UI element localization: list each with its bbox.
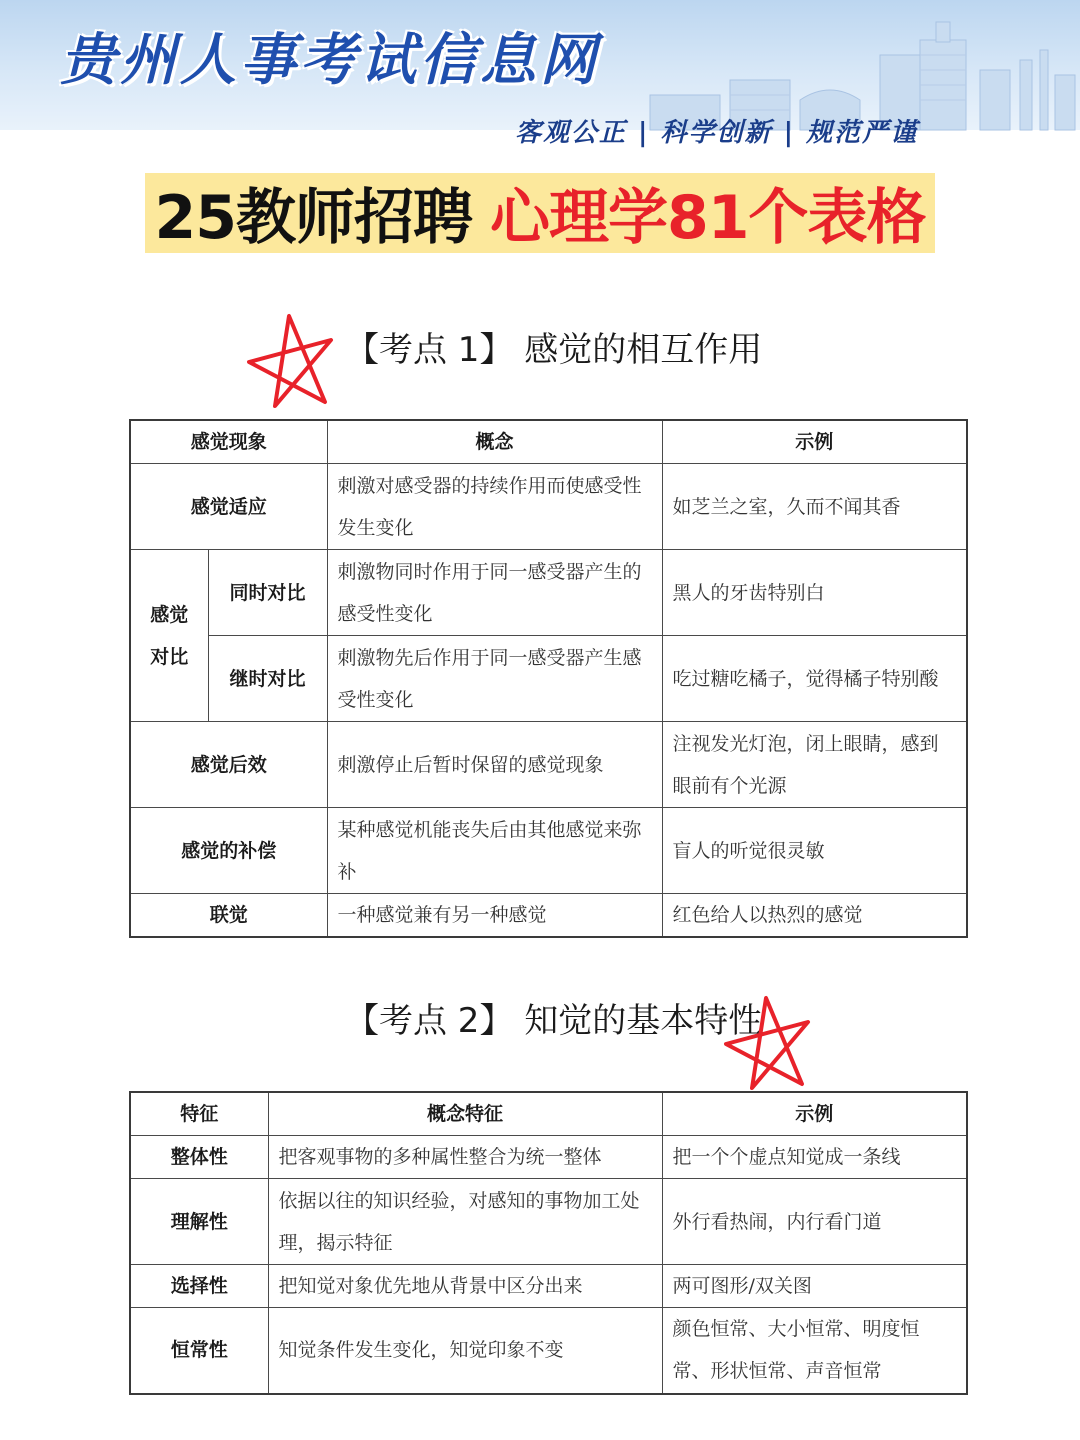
row-label: 继时对比 bbox=[208, 636, 327, 722]
table-row bbox=[130, 1179, 967, 1265]
table-header: 示例 bbox=[662, 1092, 967, 1136]
table-header: 示例 bbox=[662, 420, 967, 464]
row-concept: 把知觉对象优先地从背景中区分出来 bbox=[268, 1265, 662, 1308]
row-label: 理解性 bbox=[130, 1179, 268, 1265]
row-label: 感觉的补偿 bbox=[130, 808, 327, 894]
section1-title: 【考点 1】 感觉的相互作用 bbox=[345, 330, 763, 370]
row-concept: 刺激停止后暂时保留的感觉现象 bbox=[327, 722, 662, 808]
row-group-label: 感觉对比 bbox=[130, 550, 208, 722]
page-headline bbox=[145, 173, 935, 253]
table-row bbox=[130, 1265, 967, 1308]
section2-title: 【考点 2】 知觉的基本特性 bbox=[345, 1001, 763, 1041]
row-concept: 某种感觉机能丧失后由其他感觉来弥补 bbox=[327, 808, 662, 894]
row-concept: 一种感觉兼有另一种感觉 bbox=[327, 894, 662, 938]
table-row bbox=[130, 464, 967, 550]
row-example: 盲人的听觉很灵敏 bbox=[662, 808, 967, 894]
table-header: 概念 bbox=[327, 420, 662, 464]
table-header: 感觉现象 bbox=[130, 420, 327, 464]
sensation-interaction-table bbox=[129, 419, 968, 938]
row-example: 黑人的牙齿特别白 bbox=[662, 550, 967, 636]
city-skyline-illustration bbox=[620, 0, 1080, 130]
row-label: 联觉 bbox=[130, 894, 327, 938]
site-slogan: 客观公正 | 科学创新 | 规范严谨 bbox=[515, 118, 919, 148]
row-label: 感觉适应 bbox=[130, 464, 327, 550]
row-example: 红色给人以热烈的感觉 bbox=[662, 894, 967, 938]
table-row bbox=[130, 894, 967, 938]
row-example: 两可图形/双关图 bbox=[662, 1265, 967, 1308]
row-example: 外行看热闹，内行看门道 bbox=[662, 1179, 967, 1265]
row-concept: 把客观事物的多种属性整合为统一整体 bbox=[268, 1136, 662, 1179]
row-label: 选择性 bbox=[130, 1265, 268, 1308]
headline-part2: 心理学81个表格 bbox=[490, 183, 926, 253]
row-example: 颜色恒常、大小恒常、明度恒常、形状恒常、声音恒常 bbox=[662, 1308, 967, 1394]
row-example: 把一个个虚点知觉成一条线 bbox=[662, 1136, 967, 1179]
row-example: 如芝兰之室，久而不闻其香 bbox=[662, 464, 967, 550]
row-concept: 知觉条件发生变化，知觉印象不变 bbox=[268, 1308, 662, 1394]
table-row bbox=[130, 722, 967, 808]
perception-properties-table bbox=[129, 1091, 968, 1395]
red-star-icon bbox=[245, 312, 337, 410]
table-row bbox=[130, 808, 967, 894]
red-star-icon bbox=[722, 994, 814, 1092]
table-row bbox=[130, 550, 967, 636]
table-header: 概念特征 bbox=[268, 1092, 662, 1136]
headline-part1: 25教师招聘 bbox=[154, 183, 472, 253]
table-header: 特征 bbox=[130, 1092, 268, 1136]
row-example: 吃过糖吃橘子，觉得橘子特别酸 bbox=[662, 636, 967, 722]
row-concept: 刺激物先后作用于同一感受器产生感受性变化 bbox=[327, 636, 662, 722]
site-banner bbox=[0, 0, 1080, 148]
row-concept: 依据以往的知识经验，对感知的事物加工处理，揭示特征 bbox=[268, 1179, 662, 1265]
row-concept: 刺激物同时作用于同一感受器产生的感受性变化 bbox=[327, 550, 662, 636]
row-label: 整体性 bbox=[130, 1136, 268, 1179]
row-concept: 刺激对感受器的持续作用而使感受性发生变化 bbox=[327, 464, 662, 550]
row-label: 感觉后效 bbox=[130, 722, 327, 808]
site-title: 贵州人事考试信息网 bbox=[60, 27, 600, 93]
table-row bbox=[130, 1136, 967, 1179]
table-row bbox=[130, 636, 967, 722]
row-label: 恒常性 bbox=[130, 1308, 268, 1394]
row-label: 同时对比 bbox=[208, 550, 327, 636]
table-row bbox=[130, 1308, 967, 1394]
row-example: 注视发光灯泡，闭上眼睛，感到眼前有个光源 bbox=[662, 722, 967, 808]
